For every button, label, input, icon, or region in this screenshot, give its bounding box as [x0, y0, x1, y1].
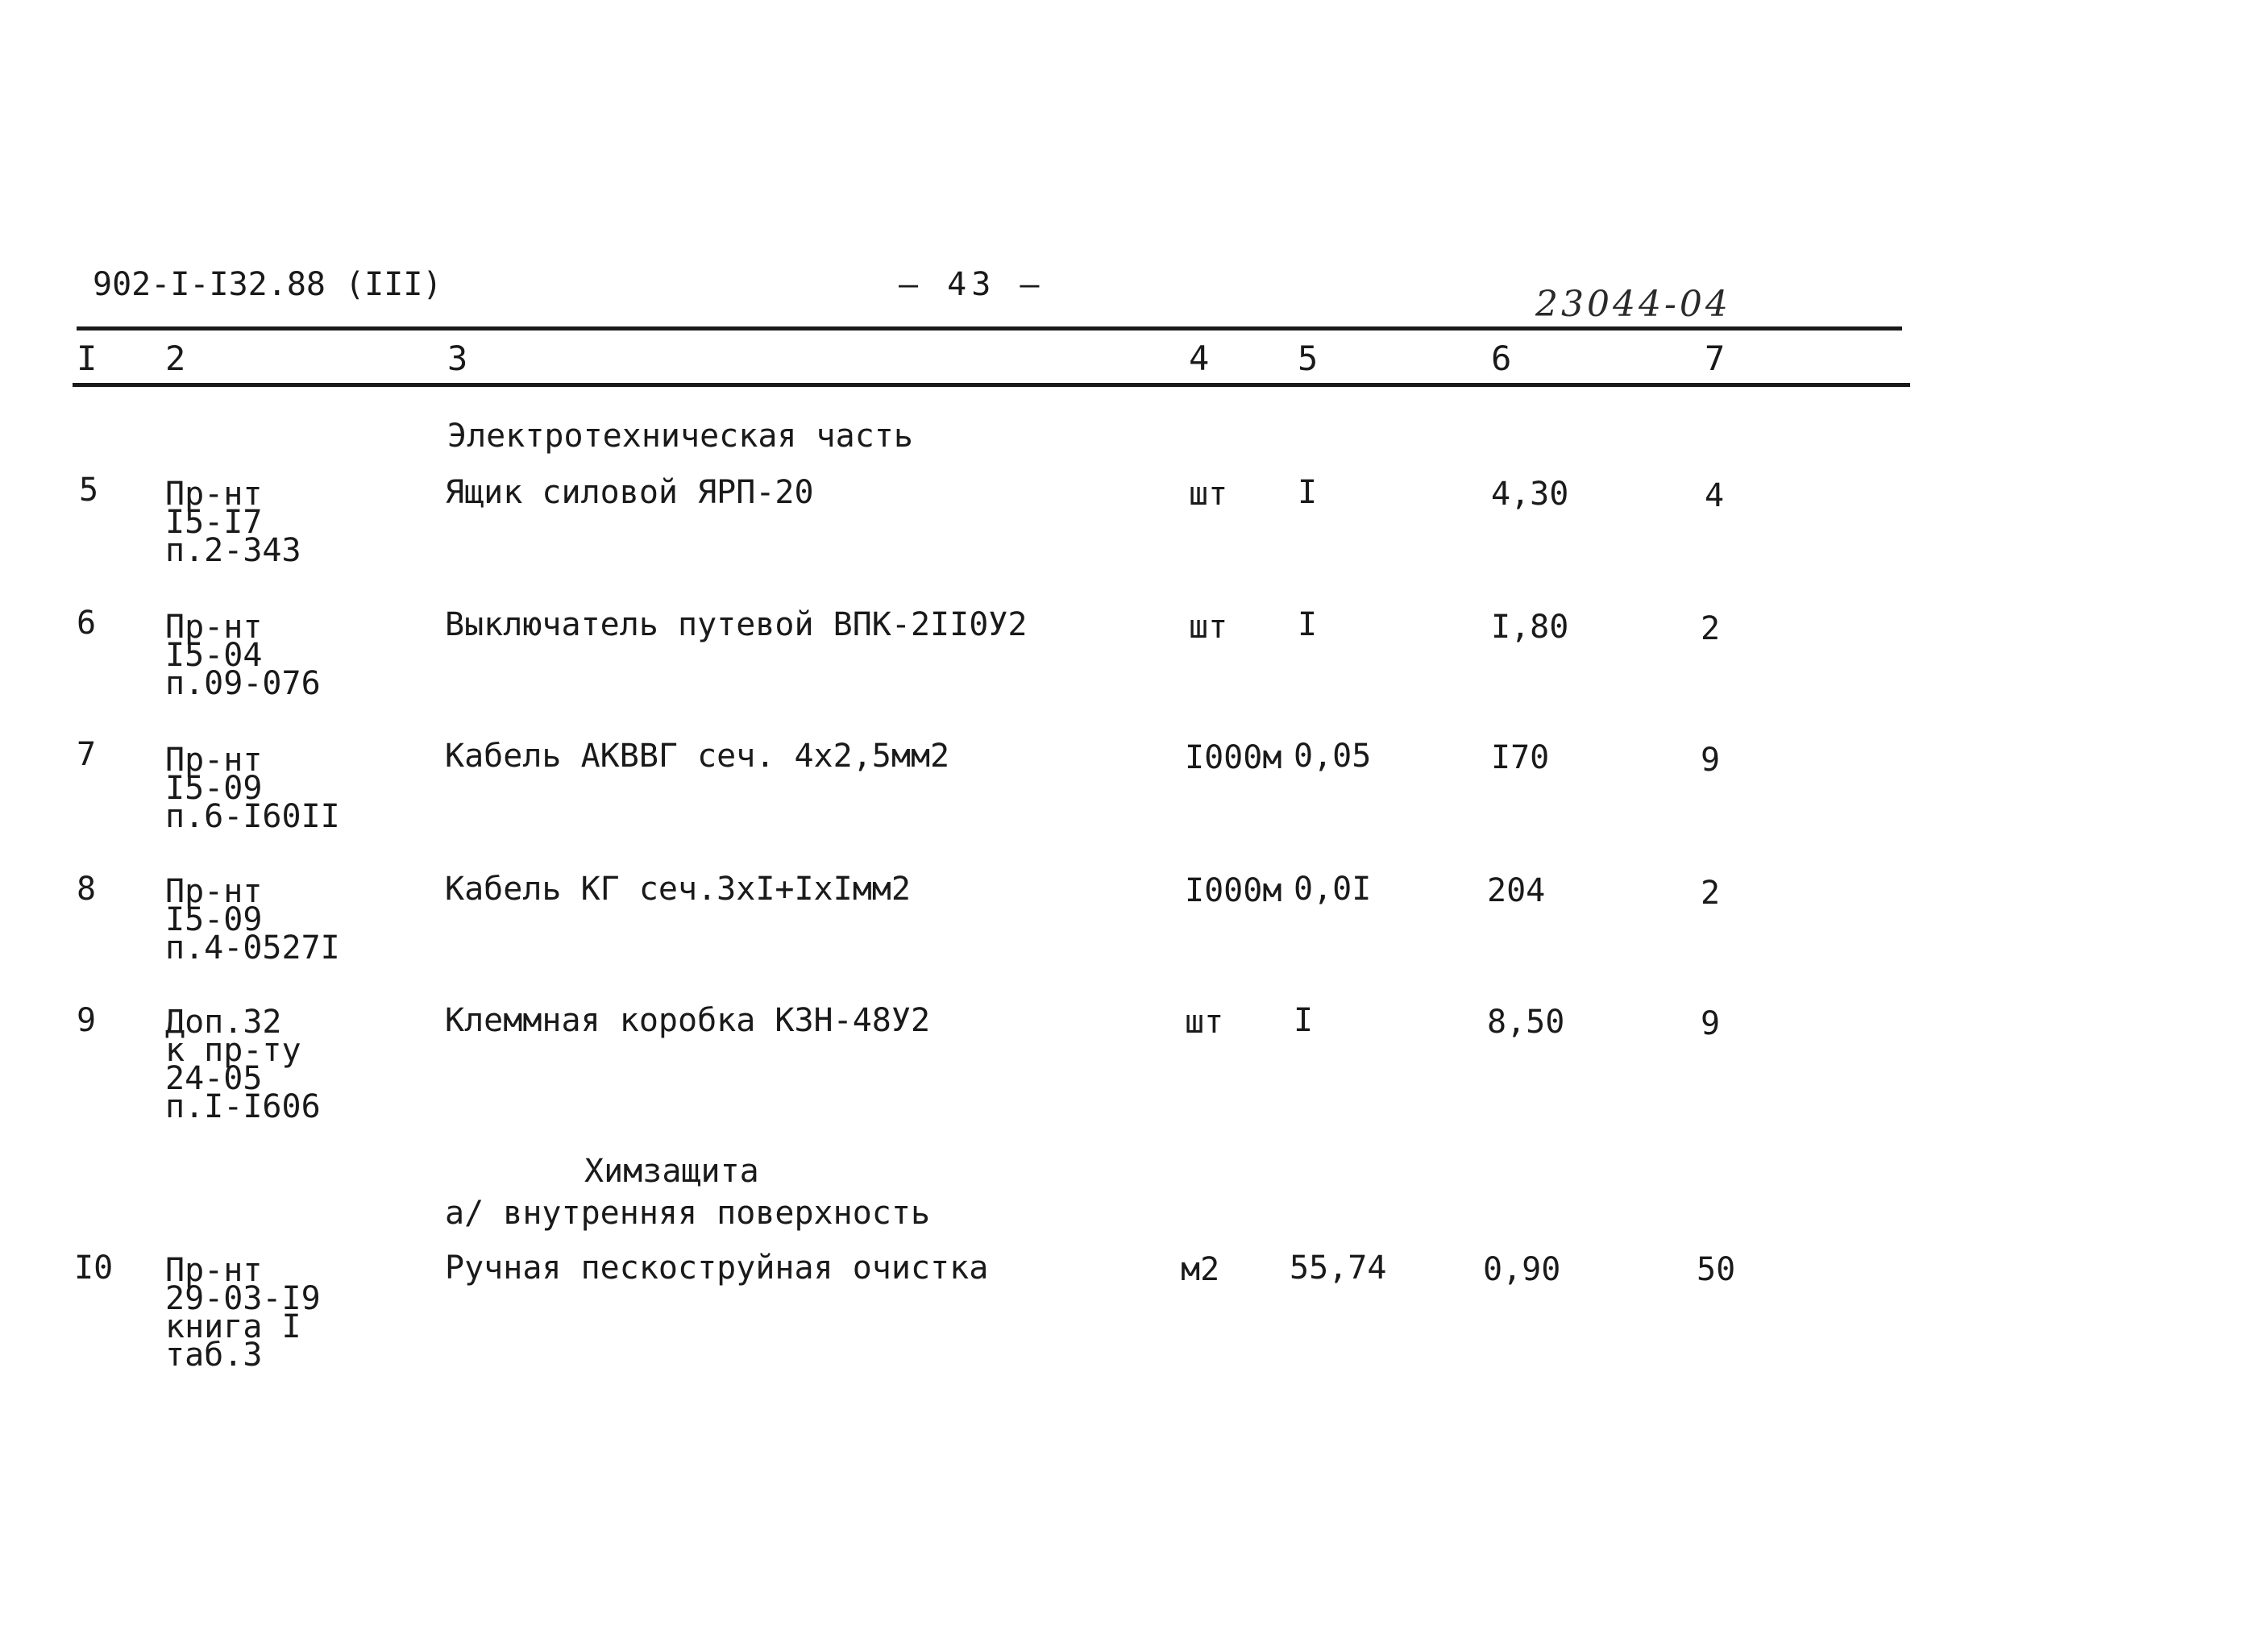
- total: 9: [1701, 742, 1721, 779]
- code-line: п.09-076: [165, 665, 321, 702]
- unit-price: 4,30: [1491, 476, 1569, 513]
- total: 4: [1705, 477, 1725, 514]
- item-name: Клеммная коробка КЗН-48У2: [445, 1002, 931, 1039]
- row-number: 9: [77, 1002, 97, 1039]
- column-header-5: 5: [1298, 339, 1319, 378]
- item-name: Выключатель путевой ВПК-2II0У2: [445, 606, 1028, 643]
- code-line: Пр-нт: [165, 609, 263, 646]
- unit: м2: [1181, 1251, 1220, 1288]
- header-rule-top: [77, 326, 1902, 331]
- unit-price: 8,50: [1487, 1004, 1565, 1041]
- unit: шт: [1189, 476, 1228, 513]
- header-rule-bottom: [73, 383, 1910, 387]
- handwritten-number: 23044-04: [1535, 284, 1731, 325]
- column-header-2: 2: [165, 339, 186, 378]
- column-header-6: 6: [1491, 339, 1512, 378]
- code-line: Пр-нт: [165, 742, 263, 779]
- document-code: 902-I-I32.88 (III): [93, 266, 442, 303]
- code-line: I5-04: [165, 637, 263, 674]
- code-line: таб.3: [165, 1337, 263, 1374]
- section-subheading-chem: а/ внутренняя поверхность: [445, 1195, 931, 1232]
- total: 2: [1701, 610, 1721, 647]
- quantity: I: [1298, 474, 1318, 511]
- row-number: 7: [77, 736, 97, 773]
- code-line: п.4-0527I: [165, 929, 340, 967]
- quantity: 55,74: [1290, 1249, 1387, 1287]
- quantity: I: [1294, 1002, 1314, 1039]
- item-name: Ручная пескоструйная очистка: [445, 1249, 989, 1287]
- item-name: Кабель КГ сеч.3хI+IхIмм2: [445, 871, 911, 908]
- code-line: I5-09: [165, 770, 263, 807]
- column-header-7: 7: [1705, 339, 1726, 378]
- unit-price: 0,90: [1483, 1251, 1561, 1288]
- unit: шт: [1185, 1004, 1224, 1041]
- item-name: Кабель АКВВГ сеч. 4х2,5мм2: [445, 738, 950, 775]
- unit-price: 204: [1487, 872, 1546, 909]
- total: 50: [1697, 1251, 1736, 1288]
- row-number: I0: [74, 1249, 114, 1287]
- row-number: 8: [77, 871, 97, 908]
- unit: шт: [1189, 609, 1228, 646]
- code-line: п.6-I60II: [165, 798, 340, 835]
- page-number: – 43 –: [899, 266, 1045, 303]
- unit: I000м: [1185, 739, 1282, 776]
- column-header-3: 3: [447, 339, 468, 378]
- unit: I000м: [1185, 872, 1282, 909]
- code-line: I5-09: [165, 901, 263, 938]
- row-number: 6: [77, 605, 97, 642]
- code-line: к пр-ту: [165, 1032, 301, 1069]
- code-line: I5-I7: [165, 504, 263, 541]
- unit-price: I,80: [1491, 609, 1569, 646]
- code-line: п.2-343: [165, 532, 301, 569]
- code-line: книга I: [165, 1308, 301, 1345]
- code-line: Пр-нт: [165, 873, 263, 910]
- code-line: Пр-нт: [165, 1252, 263, 1289]
- code-line: Доп.32: [165, 1004, 282, 1041]
- code-line: п.I-I606: [165, 1088, 321, 1125]
- item-name: Ящик силовой ЯРП-20: [445, 474, 814, 511]
- total: 9: [1701, 1005, 1721, 1042]
- column-header-1: I: [77, 339, 98, 378]
- column-header-4: 4: [1189, 339, 1210, 378]
- row-number: 5: [79, 472, 99, 509]
- quantity: 0,0I: [1294, 871, 1372, 908]
- total: 2: [1701, 875, 1721, 912]
- code-line: 24-05: [165, 1060, 263, 1097]
- section-heading-electrical: Электротехническая часть: [447, 418, 913, 455]
- unit-price: I70: [1491, 739, 1550, 776]
- quantity: 0,05: [1294, 738, 1372, 775]
- code-line: Пр-нт: [165, 476, 263, 513]
- section-heading-chem: Химзащита: [584, 1153, 759, 1190]
- quantity: I: [1298, 606, 1318, 643]
- code-line: 29-03-I9: [165, 1280, 321, 1317]
